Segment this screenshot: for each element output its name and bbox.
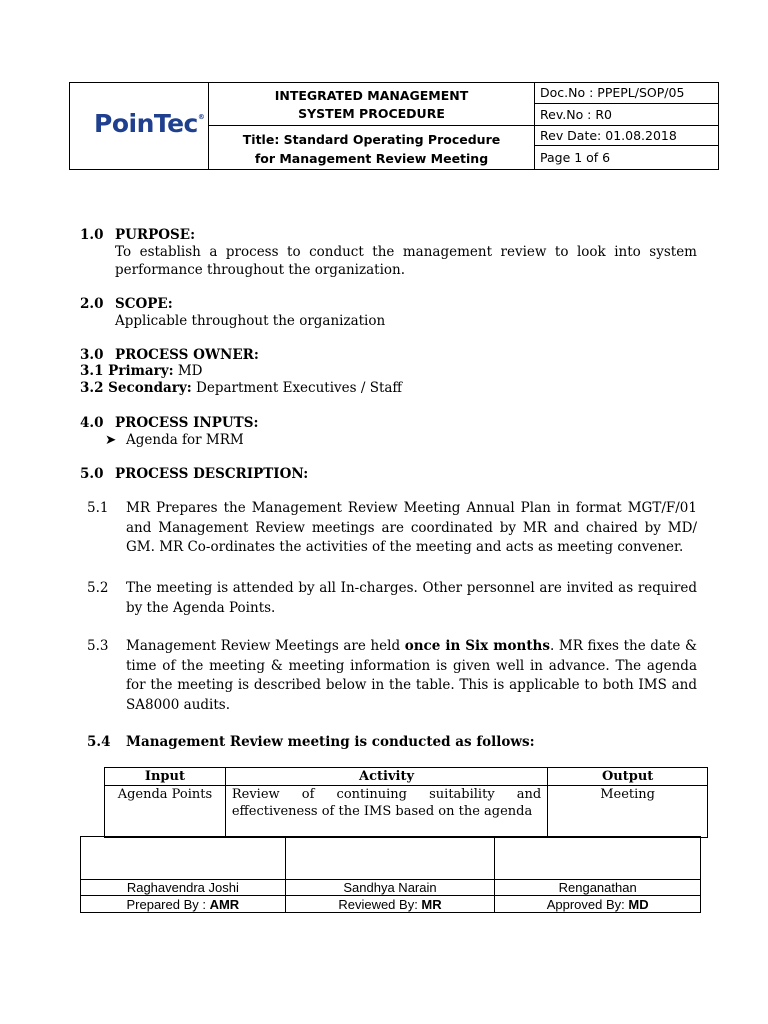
section-1-text: To establish a process to conduct the management review to look into system performance throughout the organization. [115, 244, 697, 278]
cell-input: Agenda Points [105, 786, 226, 838]
section-5-4-title: Management Review meeting is conducted as follows: [126, 734, 535, 750]
secondary-owner: 3.2 Secondary: Department Executives / Staff [80, 380, 403, 396]
section-1-title: PURPOSE: [115, 227, 196, 243]
cell-output: Meeting [548, 786, 708, 838]
system-title-cell [209, 83, 535, 126]
section-5-3-text: Management Review Meetings are held once in Six months. MR fixes the date & time of the meeting & meeting information is given well in advance. The agenda for the meeting is described below in the table. This is applicable to both IMS and SA8000 audits. [126, 638, 697, 713]
rev-no: Rev.No : R0 [540, 107, 613, 122]
section-3-number: 3.0 [80, 347, 104, 363]
document-header [69, 82, 719, 170]
section-4-number: 4.0 [80, 415, 104, 431]
section-5-2-number: 5.2 [87, 580, 109, 596]
section-4-title: PROCESS INPUTS: [115, 415, 259, 431]
cell-activity: Review of continuing suitability and effectiveness of the IMS based on the agenda [225, 786, 547, 838]
section-5-2-text: The meeting is attended by all In-charges. Other personnel are invited as required by the Agenda Points. [126, 580, 697, 616]
signature-space-row [81, 837, 701, 880]
pointec-logo: PoinTec® [94, 109, 205, 138]
rev-date: Rev Date: 01.08.2018 [540, 128, 677, 143]
section-2-title: SCOPE: [115, 296, 173, 312]
doc-title-cell [209, 126, 535, 169]
doc-no-cell [535, 83, 718, 104]
section-5-number: 5.0 [80, 466, 104, 482]
system-title: INTEGRATED MANAGEMENT SYSTEM PROCEDURE [274, 88, 469, 121]
table-row [105, 786, 708, 838]
doc-no: Doc.No : PPEPL/SOP/05 [540, 85, 685, 100]
doc-title: Title: Standard Operating Procedure for Management Review Meeting [242, 132, 501, 166]
reviewed-by-role: Reviewed By: MR [285, 896, 495, 913]
rev-date-cell [535, 126, 718, 146]
signature-roles-row [81, 896, 701, 913]
section-2-text: Applicable throughout the organization [115, 313, 386, 329]
section-5-1-text: MR Prepares the Management Review Meeting Annual Plan in format MGT/F/01 and Management Review meetings are coordinated by MR and chaired by MD/ GM. MR Co-ordinates the activities of the meeting and acts as meeting convener. [126, 500, 697, 555]
page-number: Page 1 of 6 [540, 150, 611, 165]
prepared-by-name: Raghavendra Joshi [81, 880, 286, 896]
reviewed-by-name: Sandhya Narain [285, 880, 495, 896]
column-header-output: Output [548, 768, 708, 786]
rev-no-cell [535, 104, 718, 126]
column-header-activity: Activity [225, 768, 547, 786]
section-4-bullet: Agenda for MRM [126, 432, 244, 448]
signature-space-reviewed [285, 837, 495, 880]
logo-cell [70, 83, 209, 169]
page-cell [535, 146, 718, 169]
section-2-number: 2.0 [80, 296, 104, 312]
prepared-by-role: Prepared By : AMR [81, 896, 286, 913]
column-header-input: Input [105, 768, 226, 786]
mrm-table [104, 767, 708, 838]
signature-names-row [81, 880, 701, 896]
arrow-bullet-icon: ➤ [105, 432, 117, 448]
section-1-number: 1.0 [80, 227, 104, 243]
signature-space-prepared [81, 837, 286, 880]
section-3-title: PROCESS OWNER: [115, 347, 259, 363]
section-5-3-number: 5.3 [87, 638, 109, 654]
section-5-4-number: 5.4 [87, 734, 111, 750]
section-5-1-number: 5.1 [87, 500, 109, 516]
signature-space-approved [495, 837, 701, 880]
approved-by-role: Approved By: MD [495, 896, 701, 913]
primary-owner: 3.1 Primary: MD [80, 363, 203, 379]
table-header-row [105, 768, 708, 786]
signature-table [80, 836, 701, 913]
approved-by-name: Renganathan [495, 880, 701, 896]
section-5-title: PROCESS DESCRIPTION: [115, 466, 309, 482]
